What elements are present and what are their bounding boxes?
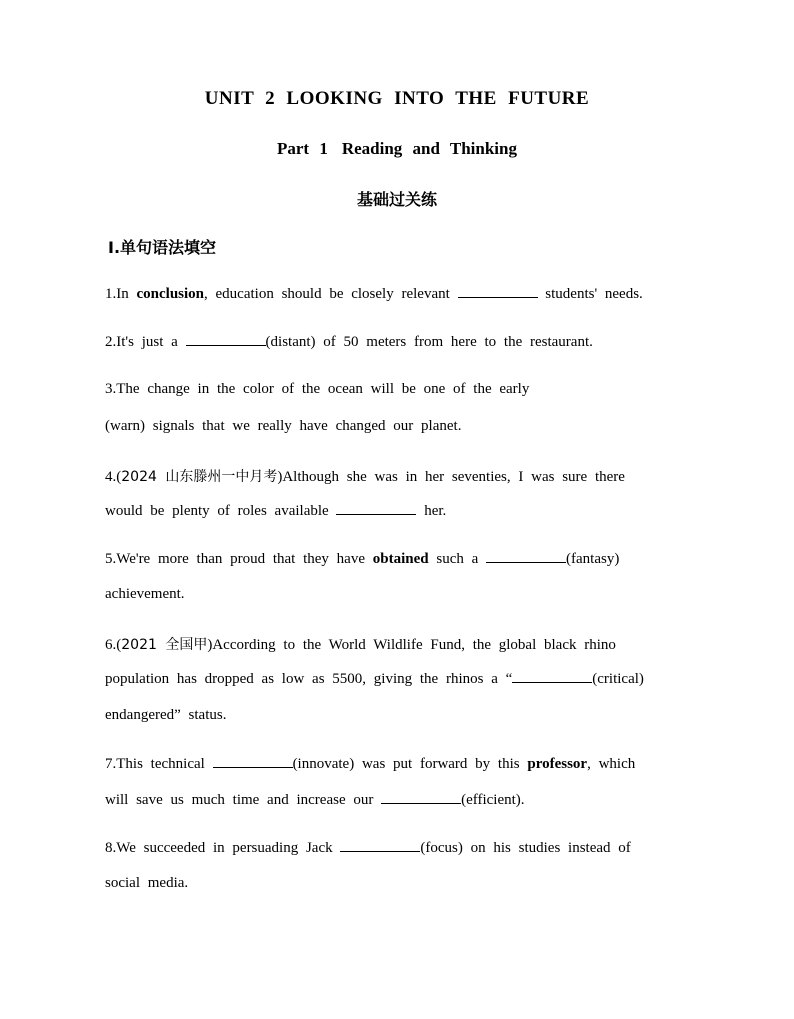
question-5-line-1 — [105, 550, 619, 568]
q7-text-c: , which — [587, 756, 636, 772]
q6-text-c: (critical) — [592, 671, 644, 687]
q4-blank[interactable] — [336, 502, 416, 515]
q6-text-a: )According to the World Wildlife Fund, the global black rhino — [207, 637, 616, 653]
question-8-line-2: social media. — [105, 875, 189, 891]
q6-blank[interactable] — [512, 670, 592, 683]
q8-text-a: 8.We succeeded in persuading Jack — [105, 840, 341, 856]
q7-text-b: (innovate) was put forward by this — [292, 756, 528, 772]
q1-blank[interactable] — [458, 285, 538, 298]
unit-title: UNIT 2 LOOKING INTO THE FUTURE — [204, 88, 590, 109]
question-7-line-2 — [105, 791, 525, 809]
q2-blank[interactable] — [186, 333, 266, 346]
part-label: Part 1 — [276, 139, 328, 158]
q4-source: 2024 山东滕州一中月考 — [121, 469, 278, 485]
q4-text-a: )Although she was in her seventies, I was sure there — [277, 469, 625, 485]
q4-number: 4.( — [105, 469, 122, 485]
question-6-line-2 — [105, 670, 644, 688]
question-5-line-2: achievement. — [105, 586, 185, 602]
question-1 — [105, 285, 643, 303]
question-4-line-1 — [105, 466, 625, 486]
question-3-line-2: (warn) signals that we really have changed our planet. — [105, 418, 462, 434]
q1-text-c: students' needs. — [537, 286, 643, 302]
question-6-line-1 — [105, 634, 616, 654]
question-7-line-1 — [105, 755, 635, 773]
q7-text-d: will save us much time and increase our — [105, 792, 382, 808]
q1-bold-word: conclusion — [136, 286, 205, 302]
q5-text-a: 5.We're more than proud that they have — [105, 551, 373, 567]
q1-text-b: , education should be closely relevant — [204, 286, 458, 302]
question-2 — [105, 333, 593, 351]
q2-text-b: (distant) of 50 meters from here to the restaurant. — [265, 334, 593, 350]
q5-blank[interactable] — [486, 550, 566, 563]
q7-text-e: (efficient). — [461, 792, 525, 808]
question-4-line-2 — [105, 502, 446, 520]
q6-source: 2021 全国甲 — [121, 637, 208, 653]
q8-text-b: (focus) on his studies instead of — [420, 840, 631, 856]
exercise-heading: Ⅰ.单句语法填空 — [108, 238, 217, 257]
q4-text-c: her. — [416, 503, 447, 519]
q8-blank[interactable] — [340, 839, 420, 852]
q7-blank-1[interactable] — [213, 755, 293, 768]
q5-bold-word: obtained — [372, 551, 429, 567]
q5-text-b: such a — [428, 551, 487, 567]
q1-text-a: 1.In — [105, 286, 137, 302]
part-title — [0, 139, 794, 159]
q4-text-b: would be plenty of roles available — [105, 503, 337, 519]
q7-text-a: 7.This technical — [105, 756, 213, 772]
section-title: 基础过关练 — [356, 190, 437, 209]
question-8-line-1 — [105, 839, 631, 857]
q6-text-b: population has dropped as low as 5500, giving the rhinos a “ — [105, 671, 513, 687]
part-name: Reading and Thinking — [341, 139, 517, 158]
q7-bold-word: professor — [527, 756, 588, 772]
question-3-line-1: 3.The change in the color of the ocean will be one of the early — [105, 381, 530, 397]
q2-text-a: 2.It's just a — [105, 334, 186, 350]
q6-number: 6.( — [105, 637, 122, 653]
q5-text-c: (fantasy) — [566, 551, 620, 567]
q7-blank-2[interactable] — [381, 791, 461, 804]
question-6-line-3: endangered” status. — [105, 707, 227, 723]
